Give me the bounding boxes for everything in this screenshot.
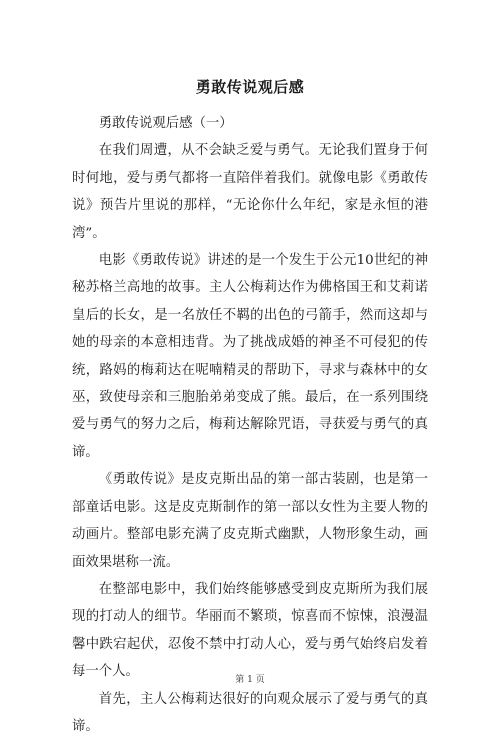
paragraph: 在我们周遭，从不会缺乏爱与勇气。无论我们置身于何时何地，爱与勇气都将一直陪伴着我们。就像电影《勇敢传说》预告片里说的那样，“无论你什么年纪，家是永恒的港湾”。 (72, 143, 428, 241)
paragraph-subtitle: 勇敢传说观后感（一） (98, 116, 233, 131)
paragraph: 首先，主人公梅莉达很好的向观众展示了爱与勇气的真谛。 (72, 691, 428, 734)
document-body (72, 110, 428, 740)
paragraph: 电影《勇敢传说》讲述的是一个发生于公元10世纪的神秘苏格兰高地的故事。主人公梅莉达作为佛格国王和艾莉诺皇后的长女，是一名放任不羁的出色的弓箭手，然而这却与她的母亲的本意相违背。为了挑战成婚的神圣不可侵犯的传统，路妈的梅莉达在呢喃精灵的帮助下，寻求与森林中的女巫，致使母亲和三胞胎弟弟变成了熊。最后，在一系列围绕爱与勇气的努力之后，梅莉达解除咒语，寻获爱与勇气的真谛。 (72, 253, 428, 460)
paragraph: 《勇敢传说》是皮克斯出品的第一部古装剧，也是第一部童话电影。这是皮克斯制作的第一部以女性为主要人物的动画片。整部电影充满了皮克斯式幽默，人物形象生动，画面效果堪称一流。 (72, 472, 428, 570)
page-number: 第 1 页 (235, 675, 265, 685)
page-title: 勇敢传说观后感 (195, 78, 305, 96)
paragraph: 在整部电影中，我们始终能够感受到皮克斯所为我们展现的打动人的细节。华丽而不繁琐，惊喜而不惊悚，浪漫温馨中跌宕起伏，忍俊不禁中打动人心，爱与勇气始终启发着每一个人。 (72, 581, 428, 680)
